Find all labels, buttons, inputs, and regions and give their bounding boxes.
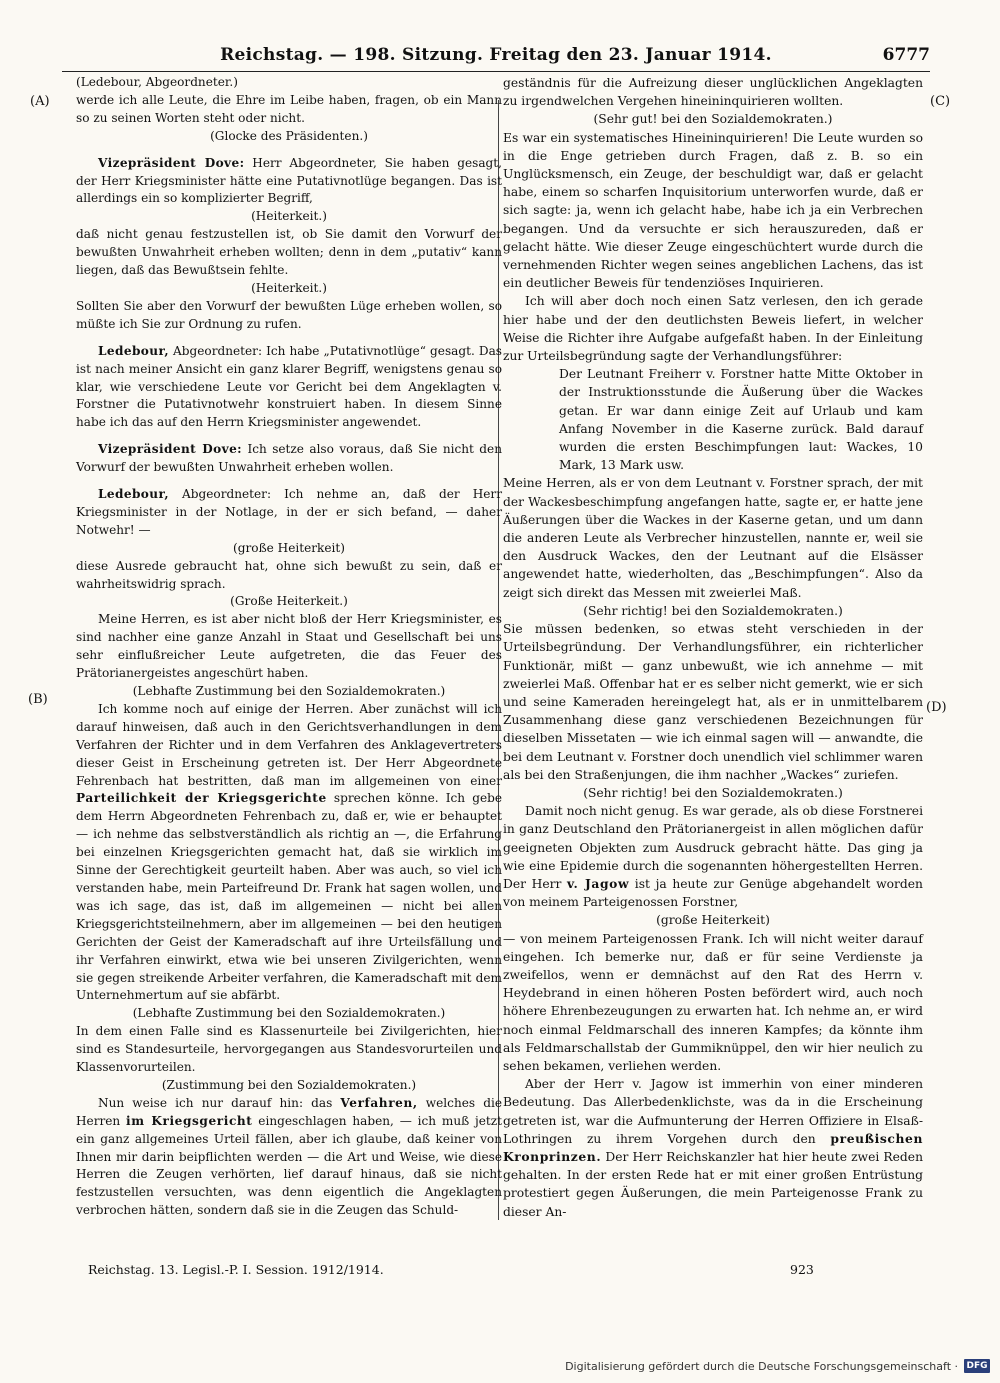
paragraph: Ledebour, Abgeordneter: Ich nehme an, daß der Herr Kriegsminister in der Notlage, in der er sich befand, — daher Notwehr! — <box>76 487 502 537</box>
paragraph: — von meinem Parteigenossen Frank. Ich will nicht weiter darauf eingehen. Ich bemerke nur, daß er für seine Verdienste ja zweifellos, wenn er demnächst auf den Rat des Herrn v. Heydebrand in einen höheren Posten befördert wird, auch noch höhere Ehrenbezeugungen zu erwarten hat. Ich nehme an, er wird noch einmal Feldmarschall des inneren Kampfes; da könnte ihm als Feldmarschallstab der Gummiknüppel, den wir hier neulich zu sehen bekamen, verliehen werden. <box>503 931 923 1073</box>
paragraph: Vizepräsident Dove: Herr Abgeordneter, Sie haben gesagt, der Herr Kriegsminister hätte eine Putativnotlüge begangen. Das ist allerdings ein so komplizierter Begriff, <box>76 155 502 206</box>
interjection: (große Heiterkeit) <box>656 913 770 928</box>
emphasis: im Kriegsgericht <box>126 1113 253 1128</box>
dfg-credit <box>565 1357 990 1375</box>
speaker-note: (Ledebour, Abgeordneter.) <box>76 75 238 89</box>
footer-session-info: Reichstag. 13. Legisl.-P. I. Session. 1912/1914. <box>88 1262 384 1277</box>
block-quote: Der Leutnant Freiherr v. Forstner hatte Mitte Oktober in der Instruktionsstunde die Äußerung über die Wackes getan. Er war dann einige Zeit auf Urlaub und kam Anfang November in die Kaserne zurück. Bald darauf wurden die ersten Beschimpfungen laut: Wackes, 10 Mark, 13 Mark usw. <box>559 367 923 473</box>
interjection: (Sehr richtig! bei den Sozialdemokraten.) <box>583 785 843 800</box>
margin-marker-c: (C) <box>930 94 951 109</box>
paragraph: Aber der Herr v. Jagow ist immerhin von einer minderen Bedeutung. Das Allerbedenklichste, was da in die Erscheinung getreten ist, war die Aufmunterung der Herren Offiziere in Elsaß-Lothringen zu ihrem Vorgehen durch den preußischen Kronprinzen. Der Herr Reichskanzler hat hier heute zwei Reden gehalten. In der ersten Rede hat er mit einer großen Entrüstung protestiert gegen Äußerungen, die mein Parteigenosse Frank zu dieser An- <box>503 1077 923 1219</box>
paragraph: werde ich alle Leute, die Ehre im Leibe haben, fragen, ob ein Mann so zu seinen Worten steht oder nicht. <box>76 92 502 125</box>
paragraph: Vizepräsident Dove: Ich setze also voraus, daß Sie nicht den Vorwurf der bewußten Unwahrheit erheben wollen. <box>76 442 502 475</box>
speaker-name: Vizepräsident Dove: <box>98 155 245 170</box>
emphasis: Verfahren, <box>340 1095 418 1110</box>
right-column <box>503 74 923 1221</box>
interjection: (Große Heiterkeit.) <box>230 594 348 609</box>
footer-signature: 923 <box>790 1262 814 1277</box>
interjection: (Heiterkeit.) <box>251 209 327 224</box>
speaker-name: Ledebour, <box>98 487 169 502</box>
speaker-name: Vizepräsident Dove: <box>98 442 243 457</box>
interjection: (Zustimmung bei den Sozialdemokraten.) <box>161 1077 417 1092</box>
emphasis: preußischen Kronprinzen. <box>503 1130 923 1164</box>
paragraph: In dem einen Falle sind es Klassenurteile bei Zivilgerichten, hier sind es Standesurteile, hervorgegangen aus Standesvorurteilen und Klassenvorurteilen. <box>76 1024 502 1075</box>
dfg-logo-icon: DFG <box>964 1359 990 1373</box>
paragraph: Nun weise ich nur darauf hin: das Verfahren, welches die Herren im Kriegsgericht eingeschlagen haben, — ich muß jetzt ein ganz allgemeines Urteil fällen, aber ich glaube, daß keiner von Ihnen mir darin beipflichten werden — die Art und Weise, wie diese Herren die Zeugen verhörten, lief darauf hinaus, daß sie nicht festzustellen versuchten, was denn eigentlich die Angeklagten verbrochen hätten, sondern daß sie in die Zeugen das Schuld- <box>76 1095 503 1218</box>
header-title: Reichstag. — 198. Sitzung. Freitag den 23. Januar 1914. <box>220 45 772 65</box>
page-number: 6777 <box>882 45 930 65</box>
emphasis: Parteilichkeit der Kriegsgerichte <box>76 791 327 806</box>
paragraph: Meine Herren, als er von dem Leutnant v. Forstner sprach, der mit der Wackesbeschimpfung angefangen hatte, sagte er, er hatte jene Äußerungen über die Wackes in der Kaserne getan, und um dann die anderen Leute als Verbrecher hinzustellen, nannte er, weil sie den Ausdruck Wackes, den der Leutnant auf die Elsässer angewendet hatte, wiederholten, das „Beschimpfungen“. Also da zeigt sich direkt das Messen mit zweierlei Maß. <box>503 476 923 600</box>
page-header <box>62 41 930 72</box>
interjection: (Lebhafte Zustimmung bei den Sozialdemokraten.) <box>132 1006 446 1021</box>
interjection: (Sehr richtig! bei den Sozialdemokraten.) <box>583 603 843 618</box>
interjection: (Glocke des Präsidenten.) <box>210 128 368 143</box>
paragraph: geständnis für die Aufreizung dieser unglücklichen Angeklagten zu irgendwelchen Vergehen hineininquirieren wollten. <box>503 76 923 109</box>
left-column <box>76 74 502 1220</box>
paragraph: Ich will aber doch noch einen Satz verlesen, den ich gerade hier habe und der den deutlichsten Beweis liefert, in welcher Weise die Richter ihre Aufgabe aufgefaßt haben. In der Einleitung zur Urteilsbegründung sagte der Verhandlungsführer: <box>503 294 923 364</box>
interjection: (Lebhafte Zustimmung bei den Sozialdemokraten.) <box>132 684 446 698</box>
speaker-name: Ledebour, <box>98 343 169 358</box>
paragraph: Ich komme noch auf einige der Herren. Aber zunächst will ich darauf hinweisen, daß auch in den Gerichtsverhandlungen in dem Verfahren der Richter und in dem Verfahren des Anklagevertreters dieser Geist in Erscheinung getreten ist. Der Herr Abgeordnete Fehrenbach hat bestritten, daß man im allgemeinen von einer Parteilichkeit der Kriegsgerichte sprechen könne. Ich gebe dem Herrn Abgeordneten Fehrenbach zu, daß er, wie er behauptet — ich nehme das selbstverständlich als richtig an —, die Erfahrung bei einzelnen Kriegsgerichten gemacht hat, daß sie wirklich im Sinne der Gerechtigkeit geurteilt haben. Aber was auch, so viel ich verstanden habe, mein Parteifreund Dr. Frank hat sagen wollen, und was ich sage, das ist, daß im allgemeinen — nicht bei allen Kriegsgerichtsteilnehmern, aber im allgemeinen — bei den heutigen Gerichten der Geist der Kameradschaft auf ihre Urteilsfällung und ihr Verfahren einwirkt, etwa wie bei unseren Zivilgerichten, wenn sie gegen streikende Arbeiter verfahren, die Kameradschaft mit dem Unternehmertum auf sie abfärbt. <box>76 701 502 1003</box>
paragraph: Ledebour, Abgeordneter: Ich habe „Putativnotlüge“ gesagt. Das ist nach meiner Ansicht ein ganz klarer Begriff, wenigstens genau so klar, wie verschiedene Leute vor Gericht bei dem Angeklagten v. Forstner die Putativnotwehr konstruiert haben. In diesem Sinne habe ich das auf den Herrn Kriegsminister angewendet. <box>76 343 502 430</box>
margin-marker-d: (D) <box>926 700 947 715</box>
interjection: (Heiterkeit.) <box>251 280 327 295</box>
interjection: (Sehr gut! bei den Sozialdemokraten.) <box>593 112 833 127</box>
margin-marker-a: (A) <box>30 94 50 109</box>
paragraph: daß nicht genau festzustellen ist, ob Sie damit den Vorwurf der bewußten Unwahrheit erheben wollten; denn in dem „putativ“ kann liegen, daß das Bewußtsein fehlte. <box>76 227 502 278</box>
paragraph: Sollten Sie aber den Vorwurf der bewußten Lüge erheben wollen, so müßte ich Sie zur Ordnung zu rufen. <box>76 298 502 331</box>
paragraph: Damit noch nicht genug. Es war gerade, als ob diese Forstnerei in ganz Deutschland den Prätorianergeist in allen möglichen dafür geeigneten Objekten zum Ausdruck gebracht hätte. Das ging ja wie eine Epidemie durch die sogenannten höhergestellten Herren. Der Herr v. Jagow ist ja heute zur Genüge abgehandelt worden von meinem Parteigenossen Forstner, <box>503 804 923 910</box>
margin-marker-b: (B) <box>28 692 48 707</box>
paragraph: Meine Herren, es ist aber nicht bloß der Herr Kriegsminister, es sind nachher eine ganze Anzahl in Staat und Gesellschaft bei uns sehr einflußreicher Leute aufgetreten, die das Feuer des Prätorianergeistes angeschürt haben. <box>76 612 502 681</box>
paragraph: Sie müssen bedenken, so etwas steht verschieden in der Urteilsbegründung. Der Verhandlungsführer, ein richterlicher Funktionär, mißt — ganz unbewußt, wie ich annehme — mit zweierlei Maß. Offenbar hat er es selber nicht gemerkt, wie er sich und seine Kameraden hereingelegt hat, als er in unmittelbarem Zusammenhang diese ganz verschiedenen Bezeichnungen für dieselben Missetaten — wie ich einmal sagen will — anwandte, die bei dem Leutnant v. Forstner doch unendlich viel schlimmer waren als bei den Straßenjungen, die ihm nachher „Wackes“ zuriefen. <box>503 622 923 782</box>
dfg-credit-text: Digitalisierung gefördert durch die Deutsche Forschungsgemeinschaft · <box>565 1359 958 1373</box>
paragraph: diese Ausrede gebraucht hat, ohne sich bewußt zu sein, daß er wahrheitswidrig sprach. <box>76 558 502 591</box>
paragraph: Es war ein systematisches Hineininquirieren! Die Leute wurden so in die Enge getrieben durch Fragen, daß z. B. so ein Unglücksmensch, ein Zeuge, der beschuldigt war, daß er gelacht habe, einem so scharfen Inquisitorium unterworfen wurde, daß er sich sagte: ja, wenn ich gelacht habe, habe ich ja ein Verbrechen begangen. Und da versuchte er sich herauszureden, daß er gelacht hätte. Wie dieser Zeuge eingeschüchtert wurde durch die vernehmenden Richter wegen seines angeblichen Lachens, das ist ein deutlicher Beweis für tendenziöses Inquirieren. <box>503 130 923 291</box>
emphasis: v. Jagow <box>567 875 630 891</box>
interjection: (große Heiterkeit) <box>233 540 345 555</box>
